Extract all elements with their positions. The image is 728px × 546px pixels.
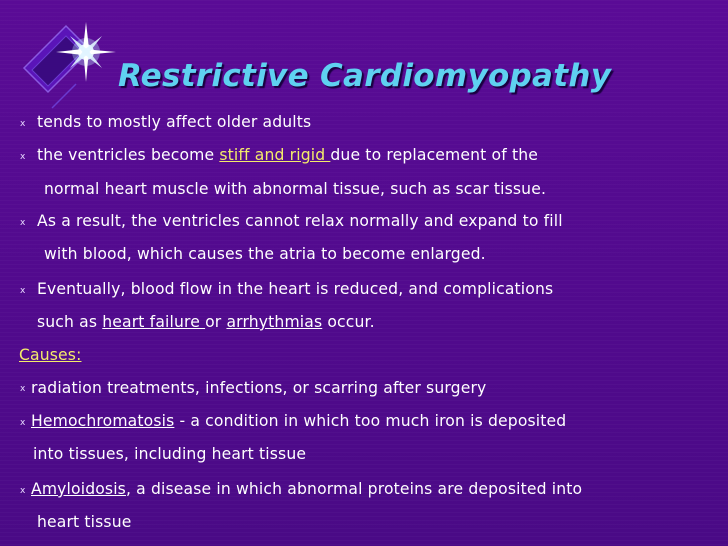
x-bullet-icon: x [20, 286, 26, 296]
x-bullet-icon: x [20, 119, 26, 129]
line-9: radiation treatments, infections, or scarring after surgery [31, 379, 487, 397]
line-7-end: occur. [322, 313, 375, 331]
line-12-text: , a disease in which abnormal proteins are deposited into [125, 480, 583, 498]
line-12 [31, 480, 582, 498]
line-7-text: such as [37, 313, 103, 331]
diamond-star-logo [14, 8, 124, 118]
line-2-text: the ventricles become [37, 146, 220, 164]
x-bullet-icon: x [20, 384, 26, 394]
line-6: Eventually, blood flow in the heart is reduced, and complications [37, 280, 554, 298]
causes-heading: Causes: [19, 346, 82, 364]
line-2-text-end: due to replacement of the [330, 146, 539, 164]
line-10 [31, 412, 566, 430]
slide-title: Restrictive Cardiomyopathy [118, 58, 612, 94]
line-4: As a result, the ventricles cannot relax normally and expand to fill [37, 212, 563, 230]
line-5: with blood, which causes the atria to become enlarged. [44, 245, 486, 263]
x-bullet-icon: x [20, 218, 26, 228]
arrhythmias-link[interactable]: arrhythmias [226, 313, 323, 331]
line-2 [37, 146, 538, 164]
heart-failure-link[interactable]: heart failure [102, 313, 206, 331]
line-7 [37, 313, 375, 331]
line-7-or: or [205, 313, 227, 331]
line-3: normal heart muscle with abnormal tissue, such as scar tissue. [44, 180, 547, 198]
hemochromatosis-link[interactable]: Hemochromatosis [31, 412, 175, 430]
line-11: into tissues, including heart tissue [33, 445, 307, 463]
x-bullet-icon: x [20, 152, 26, 162]
x-bullet-icon: x [20, 418, 26, 428]
stiff-and-rigid-link[interactable]: stiff and rigid [219, 146, 331, 164]
x-bullet-icon: x [20, 486, 26, 496]
line-1: tends to mostly affect older adults [37, 113, 312, 131]
amyloidosis-link[interactable]: Amyloidosis [31, 480, 126, 498]
line-13: heart tissue [37, 513, 132, 531]
line-10-text: - a condition in which too much iron is deposited [174, 412, 567, 430]
